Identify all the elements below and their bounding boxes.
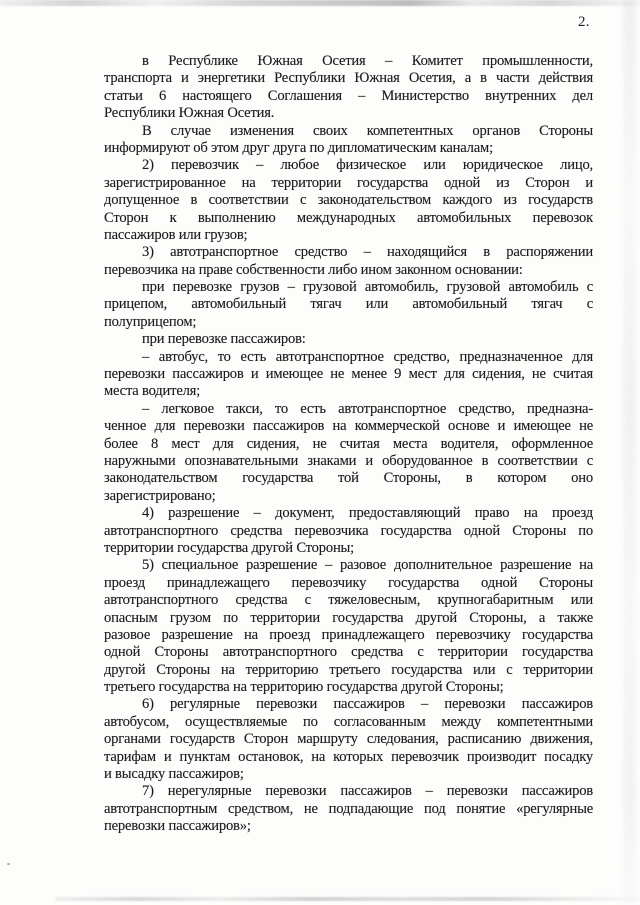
- text-line: допущенное в соответствии с законодательством каждого из государств: [104, 192, 593, 209]
- text-line: ченное для перевозки пассажиров на коммерческой основе и имеющее не: [104, 418, 593, 435]
- text-line: – автобус, то есть автотранспортное средство, предназначенное для: [142, 348, 593, 365]
- text-line: информируют об этом друг друга по дипломатическим каналам;: [104, 139, 493, 156]
- text-line: наружными опознавательными знаками и оборудованное в соответствии с: [104, 452, 593, 469]
- text-line: перевозки пассажиров и имеющее не менее 9 мест для сидения, не считая: [104, 366, 593, 383]
- text-line: пассажиров или грузов;: [104, 226, 248, 243]
- document-text: [104, 53, 593, 836]
- text-line: и высадку пассажиров;: [104, 766, 244, 783]
- text-line: транспорта и энергетики Республики Южная Осетия, а в части действия: [104, 70, 593, 87]
- text-line: тарифам и пунктам остановок, на которых перевозчик производит посадку: [104, 748, 593, 765]
- text-line: законодательством государства той Стороны, в котором оно: [104, 470, 593, 487]
- scan-noise-top: [0, 0, 640, 6]
- text-line: автотранспортного средства перевозчика государства одной Стороны по: [104, 522, 593, 539]
- text-line: разовое разрешение на проезд принадлежащего перевозчику государства: [104, 626, 593, 643]
- text-line: перевозки пассажиров»;: [104, 818, 251, 835]
- text-line: 6) регулярные перевозки пассажиров – перевозки пассажиров: [142, 696, 593, 713]
- text-line: 3) автотранспортное средство – находящийся в распоряжении: [142, 244, 593, 261]
- text-line: перевозчика на праве собственности либо ином законном основании:: [104, 261, 523, 278]
- text-line: более 8 мест для сидения, не считая места водителя, оформленное: [104, 435, 593, 452]
- text-line: при перевозке грузов – грузовой автомобиль, грузовой автомобиль с: [142, 279, 593, 296]
- scan-speck: [7, 863, 10, 865]
- text-line: в Республике Южная Осетия – Комитет промышленности,: [142, 53, 593, 69]
- text-line: территории государства другой Стороны;: [104, 539, 355, 556]
- text-line: автобусом, осуществляемые по согласованным между компетентными: [104, 713, 593, 730]
- text-line: опасным грузом по территории государства другой Стороны, а также: [104, 609, 593, 626]
- scan-noise-right: [623, 0, 636, 905]
- text-line: места водителя;: [104, 383, 201, 400]
- text-line: полуприцепом;: [104, 313, 197, 330]
- text-line: 5) специальное разрешение – разовое дополнительное разрешение на: [142, 557, 593, 574]
- text-line: статьи 6 настоящего Соглашения – Министерство внутренних дел: [104, 87, 593, 104]
- text-line: при перевозке пассажиров:: [142, 331, 306, 348]
- text-line: другой Стороны на территорию третьего государства или с территории: [104, 661, 593, 678]
- text-line: В случае изменения своих компетентных органов Стороны: [142, 122, 593, 139]
- text-line: автотранспортного средства с тяжеловесным, крупногабаритным или: [104, 592, 593, 609]
- text-line: 7) нерегулярные перевозки пассажиров – перевозки пассажиров: [142, 783, 593, 800]
- text-line: третьего государства на территорию государства другой Стороны;: [104, 679, 504, 696]
- text-line: прицепом, автомобильный тягач или автомобильный тягач с: [104, 296, 593, 313]
- text-line: зарегистрированное на территории государства одной из Сторон и: [104, 174, 593, 191]
- text-line: – легковое такси, то есть автотранспортное средство, предназна-: [142, 400, 593, 417]
- text-line: Сторон к выполнению международных автомобильных перевозок: [104, 209, 593, 226]
- text-line: органами государств Сторон маршруту следования, расписанию движения,: [104, 731, 593, 748]
- text-line: автотранспортным средством, не подпадающие под понятие «регулярные: [104, 800, 593, 817]
- text-line: одной Стороны автотранспортного средства с территории государства: [104, 644, 593, 661]
- scan-noise-bottom: [55, 897, 640, 901]
- text-line: Республики Южная Осетия.: [104, 105, 275, 122]
- text-line: 2) перевозчик – любое физическое или юридическое лицо,: [142, 157, 593, 174]
- page-number: 2.: [578, 14, 590, 30]
- text-line: проезд принадлежащего перевозчику государства одной Стороны: [104, 574, 593, 591]
- text-line: 4) разрешение – документ, предоставляющий право на проезд: [142, 505, 593, 522]
- text-line: зарегистрировано;: [104, 487, 216, 504]
